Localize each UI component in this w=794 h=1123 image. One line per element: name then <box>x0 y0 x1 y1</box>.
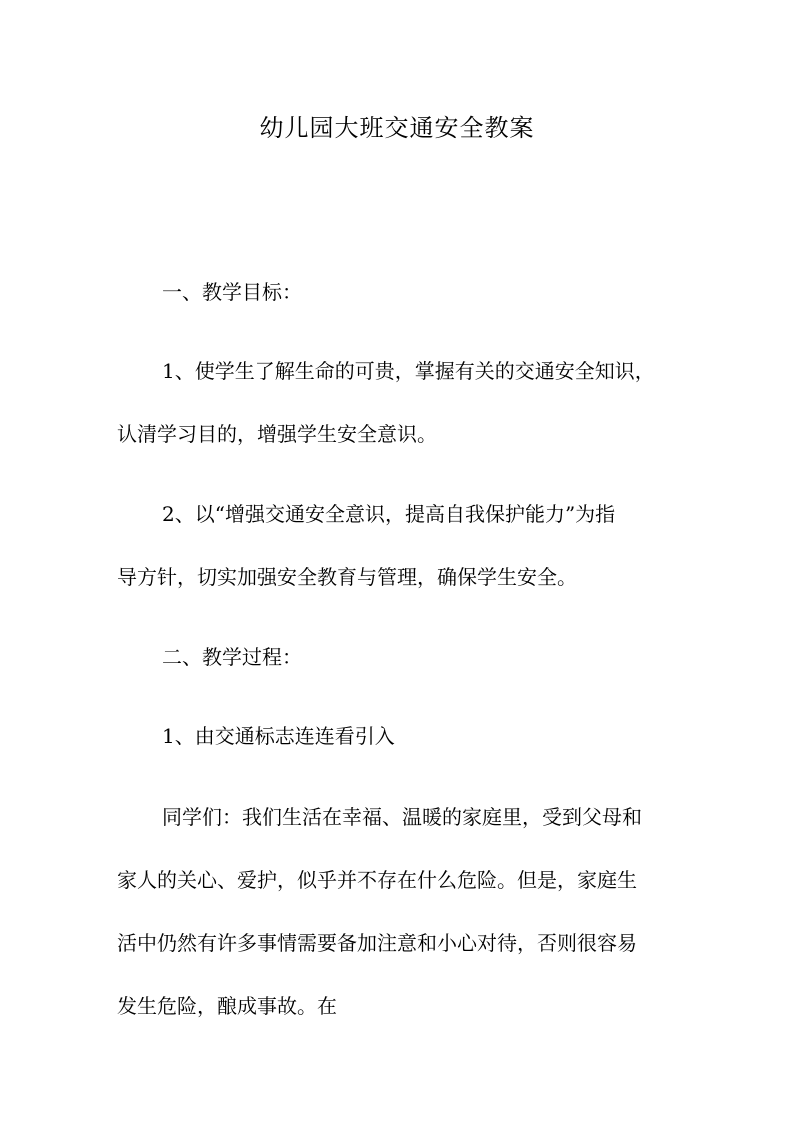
section-heading-process: 二、教学过程： <box>162 645 302 669</box>
paragraph-line: 活中仍然有许多事情需要备加注意和小心对待，否则很容易 <box>117 931 637 955</box>
paragraph-line: 同学们：我们生活在幸福、温暖的家庭里，受到父母和 <box>162 805 642 829</box>
section-heading-objectives: 一、教学目标： <box>162 280 302 304</box>
paragraph-line: 发生危险，酿成事故。在 <box>117 994 337 1018</box>
paragraph-line: 家人的关心、爱护，似乎并不存在什么危险。但是，家庭生 <box>117 868 637 892</box>
document-title: 幼儿园大班交通安全教案 <box>259 114 535 142</box>
paragraph-line: 1、使学生了解生命的可贵，掌握有关的交通安全知识， <box>162 359 655 383</box>
paragraph-line: 2、以“增强交通安全意识，提高自我保护能力”为指 <box>162 502 616 526</box>
paragraph-line: 导方针，切实加强安全教育与管理，确保学生安全。 <box>117 565 577 589</box>
paragraph-line: 认清学习目的，增强学生安全意识。 <box>117 422 437 446</box>
paragraph-line: 1、由交通标志连连看引入 <box>162 724 395 748</box>
